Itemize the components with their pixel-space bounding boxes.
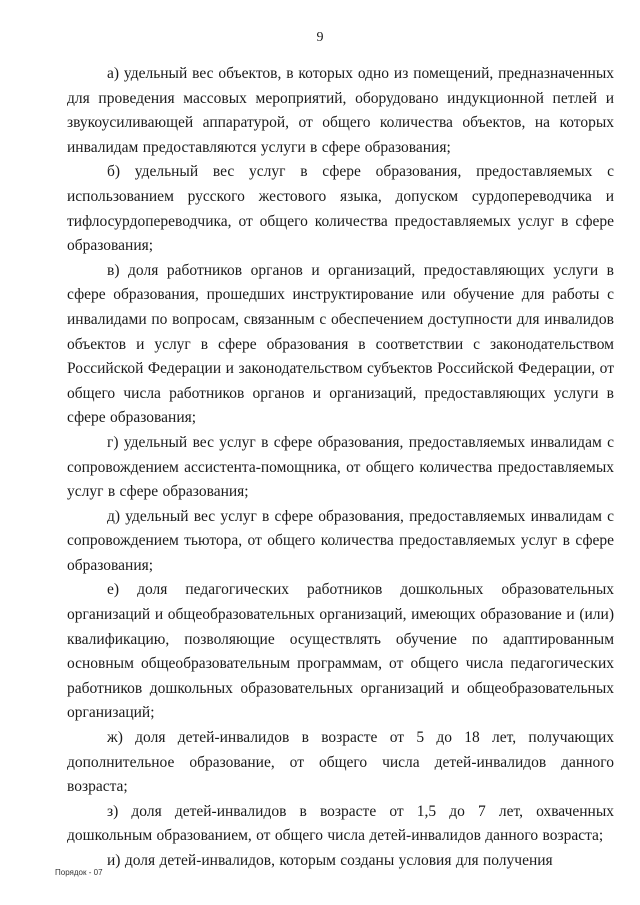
paragraph-g: г) удельный вес услуг в сфере образования, предоставляемых инвалидам с сопровождением ассистента-помощника, от общего количества предоставляемых услуг в сфере образования;: [67, 433, 614, 501]
paragraph-i: и) доля детей-инвалидов, которым созданы условия для получения: [107, 852, 553, 869]
document-body: [67, 62, 614, 874]
paragraph-v: в) доля работников органов и организаций, предоставляющих услуги в сфере образования, прошедших инструктирование или обучение для работы с инвалидами по вопросам, связанным с обеспечением доступности для инвалидов объектов и услуг в сфере образования в соответствии с законодательством Российской Федерации и законодательством субъектов Российской Федерации, от общего числа работников органов и организаций, предоставляющих услуги в сфере образования;: [67, 261, 614, 427]
page-number: 9: [316, 30, 324, 45]
paragraph-b: б) удельный вес услуг в сфере образования, предоставляемых с использованием русского жестового языка, допуском сурдопереводчика и тифлосурдопереводчика, от общего количества предоставляемых услуг в сфере образования;: [67, 163, 614, 255]
footer-label: Порядок - 07: [55, 868, 103, 877]
paragraph-z: з) доля детей-инвалидов в возрасте от 1,5 до 7 лет, охваченных дошкольным образованием, от общего числа детей-инвалидов данного возраста;: [67, 802, 614, 845]
paragraph-a: а) удельный вес объектов, в которых одно из помещений, предназначенных для проведения массовых мероприятий, оборудовано индукционной петлей и звукоусиливающей аппаратурой, от общего количества объектов, на которых инвалидам предоставляются услуги в сфере образования;: [67, 65, 614, 156]
paragraph-d: д) удельный вес услуг в сфере образования, предоставляемых инвалидам с сопровождением тьютора, от общего количества предоставляемых услуг в сфере образования;: [67, 507, 614, 574]
paragraph-e: е) доля педагогических работников дошкольных образовательных организаций и общеобразовательных организаций, имеющих образование и (или) квалификацию, позволяющие осуществлять обучение по адаптированным основным общеобразовательным программам, от общего числа педагогических работников дошкольных образовательных организаций и общеобразовательных организаций;: [67, 581, 614, 722]
paragraph-zh: ж) доля детей-инвалидов в возрасте от 5 до 18 лет, получающих дополнительное образование, от общего числа детей-инвалидов данного возраста;: [67, 729, 614, 796]
